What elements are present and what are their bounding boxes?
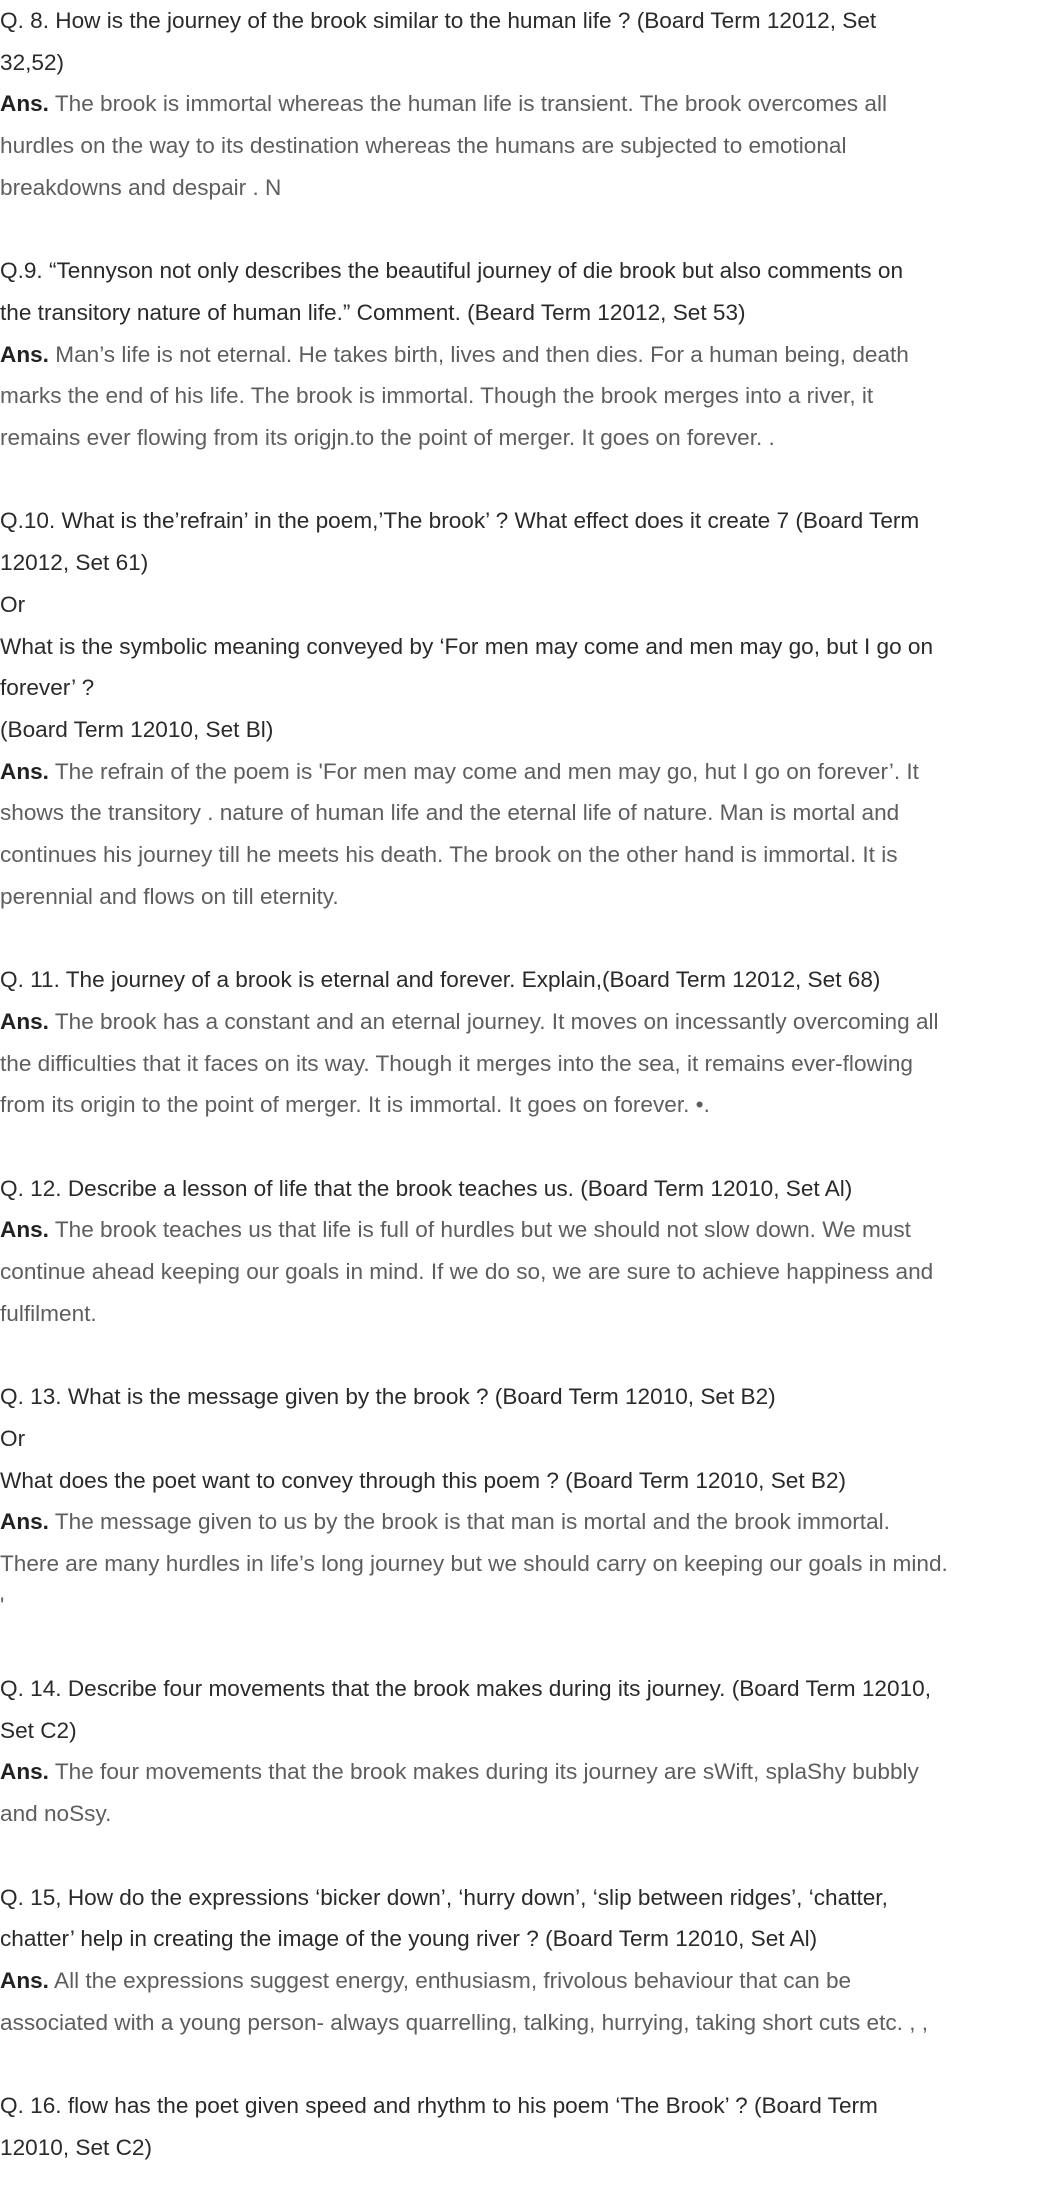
answer-line: shows the transitory . nature of human life and the eternal life of nature. Man is mortal and [0,800,900,826]
answer-line: and noSsy. [0,1801,112,1827]
answer-label: Ans. [0,1759,49,1785]
question-line: 12012, Set 61) [0,550,149,576]
answer-text: All the expressions suggest energy, enthusiasm, frivolous behaviour that can be [48,1967,852,1993]
question-line: Q. 15, How do the expressions ‘bicker down’, ‘hurry down’, ‘slip between ridges’, ‘chatter, [0,1884,888,1910]
answer-text: The message given to us by the brook is that man is mortal and the brook immortal. [48,1509,890,1535]
answer-line: perennial and flows on till eternity. [0,883,339,909]
question-line: chatter’ help in creating the image of the young river ? (Board Term 12010, Set Al) [0,1926,818,1952]
answer-line [0,1751,1054,1793]
answer-line [0,334,1054,376]
answer-line: associated with a young person- always quarrelling, talking, hurrying, taking short cuts etc. , , [0,2009,929,2035]
answer-label: Ans. [0,1509,49,1535]
answer-line: from its origin to the point of merger. It is immortal. It goes on forever. •. [0,1092,710,1118]
qa-block-q16 [0,2085,1054,2168]
question-line: Q. 16. flow has the poet given speed and rhythm to his poem ‘The Brook’ ? (Board Term [0,2093,878,2119]
answer-line [0,1501,1054,1543]
answer-text: The brook has a constant and an eternal journey. It moves on incessantly overcoming all [48,1008,939,1034]
question-line: Q. 14. Describe four movements that the brook makes during its journey. (Board Term 12010, [0,1676,931,1702]
qa-block-q12 [0,1168,1054,1335]
answer-label: Ans. [0,91,49,117]
answer-text: Man’s life is not eternal. He takes birth, lives and then dies. For a human being, death [48,341,909,367]
question-line: Q. 11. The journey of a brook is eternal and forever. Explain,(Board Term 12012, Set 68) [0,967,881,993]
answer-label: Ans. [0,341,49,367]
answer-line: fulfilment. [0,1300,97,1326]
qa-block-q11 [0,959,1054,1126]
question-line: Q. 12. Describe a lesson of life that the brook teaches us. (Board Term 12010, Set Al) [0,1175,853,1201]
answer-label: Ans. [0,758,49,784]
answer-line [0,83,1054,125]
answer-text: The four movements that the brook makes during its journey are sWift, splaShy bubbly [48,1759,919,1785]
question-line: Set C2) [0,1717,77,1743]
question-line: Q.10. What is the’refrain’ in the poem,’The brook’ ? What effect does it create 7 (Board Term [0,508,920,534]
answer-line: breakdowns and despair . N [0,174,282,200]
question-or-separator: Or [0,591,26,617]
question-line: 12010, Set C2) [0,2134,152,2160]
question-line: What does the poet want to convey through this poem ? (Board Term 12010, Set B2) [0,1467,847,1493]
answer-line: There are many hurdles in life’s long journey but we should carry on keeping our goals in mind. [0,1550,948,1576]
answer-line: remains ever flowing from its origjn.to the point of merger. It goes on forever. . [0,425,775,451]
answer-line [0,1960,1054,2002]
answer-line: continues his journey till he meets his death. The brook on the other hand is immortal. It is [0,842,898,868]
answer-line: the difficulties that it faces on its way. Though it merges into the sea, it remains ever-flowing [0,1050,913,1076]
answer-line: continue ahead keeping our goals in mind. If we do so, we are sure to achieve happiness and [0,1259,934,1285]
answer-text: The brook teaches us that life is full of hurdles but we should not slow down. We must [48,1217,911,1243]
qa-block-q8 [0,0,1054,209]
question-line: Q.9. “Tennyson not only describes the beautiful journey of die brook but also comments on [0,258,904,284]
question-line: forever’ ? [0,675,95,701]
question-line: What is the symbolic meaning conveyed by ‘For men may come and men may go, but I go on [0,633,934,659]
qa-block-q10 [0,500,1054,917]
question-line: 32,52) [0,49,65,75]
question-line: the transitory nature of human life.” Comment. (Beard Term 12012, Set 53) [0,299,746,325]
answer-line [0,751,1054,793]
qa-block-q9 [0,250,1054,459]
answer-line: hurdles on the way to its destination whereas the humans are subjected to emotional [0,133,847,159]
answer-text: The brook is immortal whereas the human life is transient. The brook overcomes all [48,91,887,117]
answer-text: The refrain of the poem is 'For men may come and men may go, hut I go on forever’. It [48,758,919,784]
qa-block-q15 [0,1877,1054,2044]
answer-label: Ans. [0,1217,49,1243]
question-line: Q. 13. What is the message given by the brook ? (Board Term 12010, Set B2) [0,1384,776,1410]
question-line: Q. 8. How is the journey of the brook similar to the human life ? (Board Term 12012, Set [0,8,877,33]
answer-line [0,1001,1054,1043]
qa-block-q13 [0,1376,1054,1626]
question-line: (Board Term 12010, Set Bl) [0,716,274,742]
qa-block-q14 [0,1668,1054,1835]
answer-line: marks the end of his life. The brook is immortal. Though the brook merges into a river, it [0,383,874,409]
answer-line: ' [0,1592,5,1618]
answer-label: Ans. [0,1008,49,1034]
answer-label: Ans. [0,1967,49,1993]
question-or-separator: Or [0,1425,26,1451]
answer-line [0,1209,1054,1251]
